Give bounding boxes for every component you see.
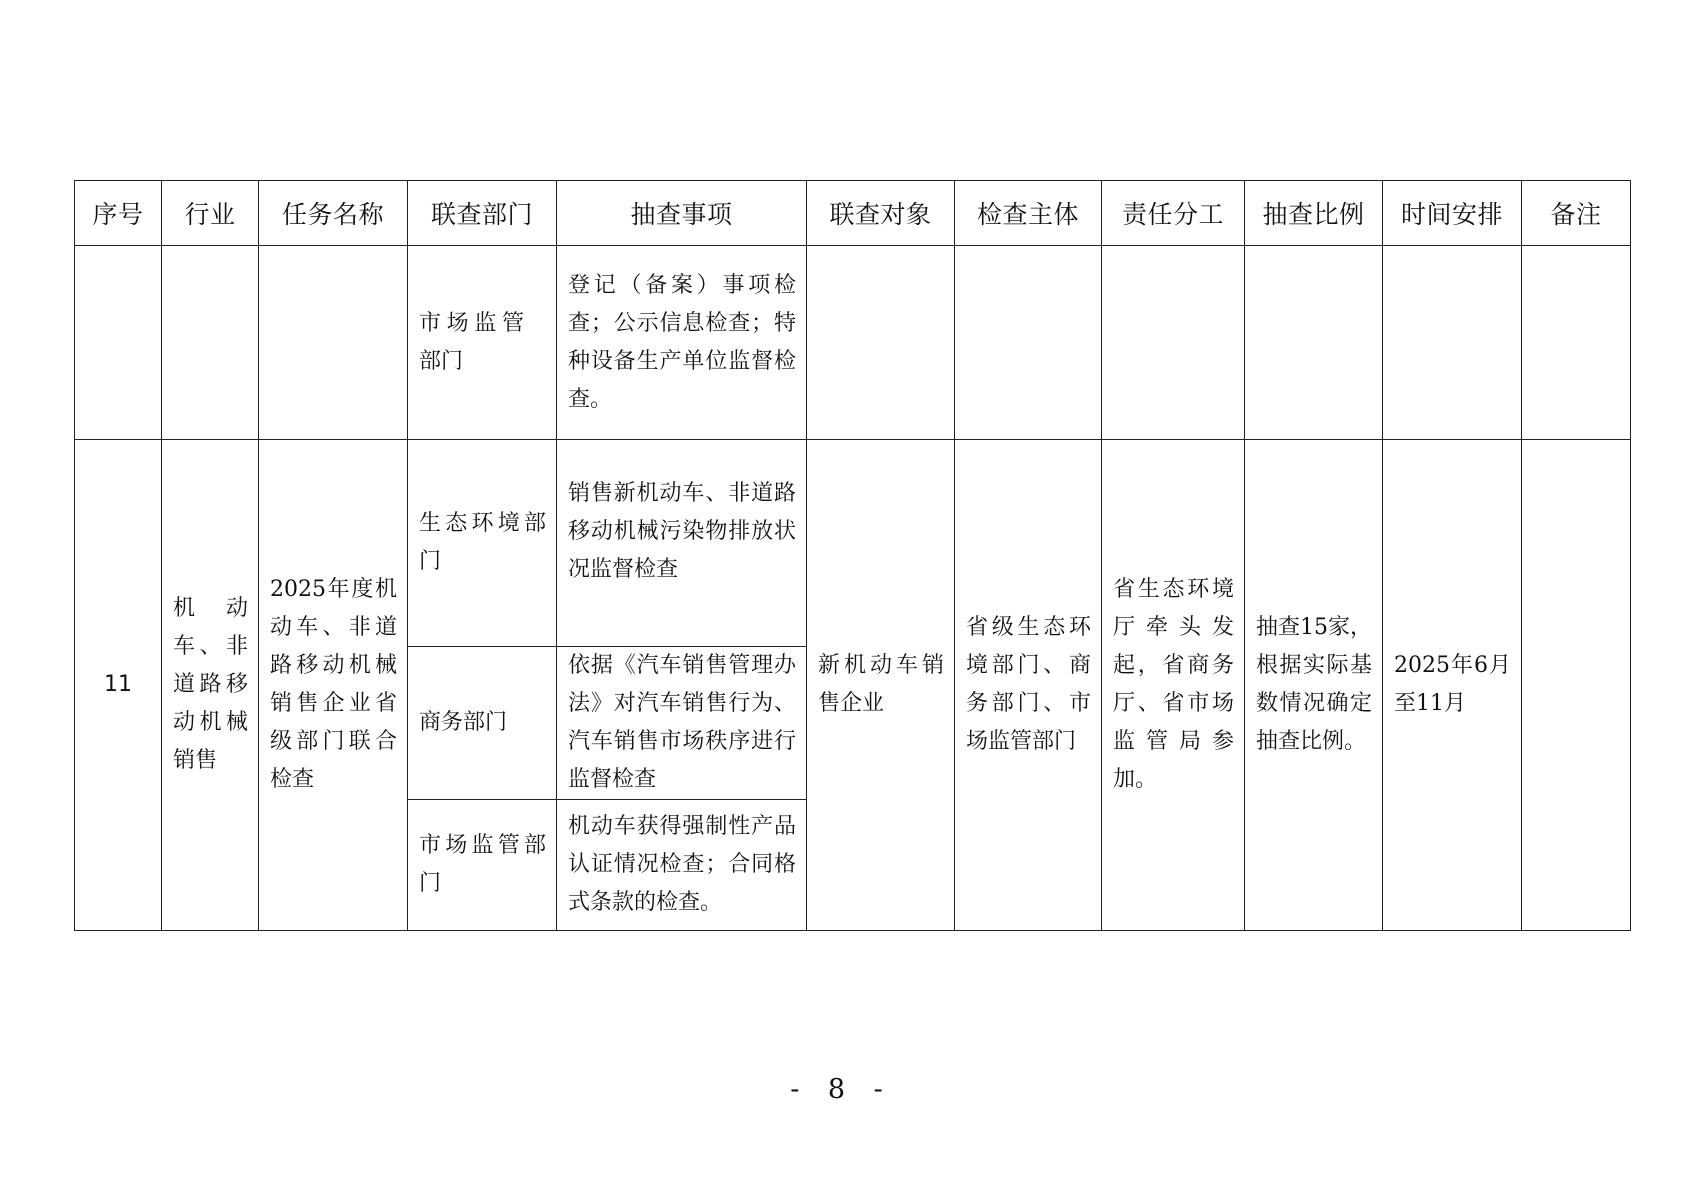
header-responsibility: 责任分工 [1102,181,1245,246]
subject-text: 省级生态环境部门、商务部门、市场监管部门 [966,615,1091,754]
page-number: - 8 - [790,1074,893,1105]
cell-items [557,647,807,800]
cell-items [557,800,807,931]
header-schedule: 时间安排 [1383,181,1522,246]
task-text: 2025年度机动车、非道路移动机械销售企业省级部门联合检查 [270,577,397,792]
header-target: 联查对象 [807,181,955,246]
cell-remark [1522,440,1631,931]
cell-empty [1245,246,1383,440]
header-items: 抽查事项 [557,181,807,246]
cell-items [557,246,807,440]
cell-seq [75,440,162,931]
cell-dept [408,440,557,647]
cell-empty [1102,246,1245,440]
items-text: 机动车获得强制性产品认证情况检查；合同格式条款的检查。 [568,814,796,915]
items-text: 依据《汽车销售管理办法》对汽车销售行为、汽车销售市场秩序进行监督检查 [568,653,796,792]
cell-empty [955,246,1102,440]
joint-inspection-table [74,180,1631,931]
header-dept: 联查部门 [408,181,557,246]
header-remark: 备注 [1522,181,1631,246]
cell-empty [75,246,162,440]
responsibility-text: 省生态环境厅牵头发起，省商务厅、省市场监管局参加。 [1113,577,1234,792]
cell-empty [1383,246,1522,440]
header-subject: 检查主体 [955,181,1102,246]
dept-text: 市场监管部门 [419,310,524,374]
header-industry: 行业 [162,181,259,246]
cell-responsibility [1102,440,1245,931]
industry-text: 机动车、非道路移动机械销售 [173,596,248,773]
cell-task [259,440,408,931]
cell-target [807,440,955,931]
header-task: 任务名称 [259,181,408,246]
cell-empty [259,246,408,440]
inspection-table-page [74,180,1630,931]
cell-industry [162,440,259,931]
dept-text: 生态环境部门 [419,511,546,574]
cell-dept [408,647,557,800]
target-text: 新机动车销售企业 [818,653,944,716]
cell-empty [162,246,259,440]
cell-schedule [1383,440,1522,931]
header-row [75,181,1631,246]
cell-items [557,440,807,647]
cell-dept [408,246,557,440]
cell-dept [408,800,557,931]
seq-text: 11 [104,672,132,697]
header-seq: 序号 [75,181,162,246]
items-text: 登记（备案）事项检查；公示信息检查；特种设备生产单位监督检查。 [568,272,796,412]
table-row [75,440,1631,647]
schedule-text: 2025年6月至11月 [1394,653,1511,716]
cell-ratio [1245,440,1383,931]
cell-empty [1522,246,1631,440]
table-row [75,246,1631,440]
cell-empty [807,246,955,440]
header-ratio: 抽查比例 [1245,181,1383,246]
dept-text: 商务部门 [419,710,508,735]
ratio-text: 抽查15家，根据实际基数情况确定抽查比例。 [1256,615,1372,754]
items-text: 销售新机动车、非道路移动机械污染物排放状况监督检查 [568,481,796,582]
cell-subject [955,440,1102,931]
dept-text: 市场监管部门 [419,833,546,896]
